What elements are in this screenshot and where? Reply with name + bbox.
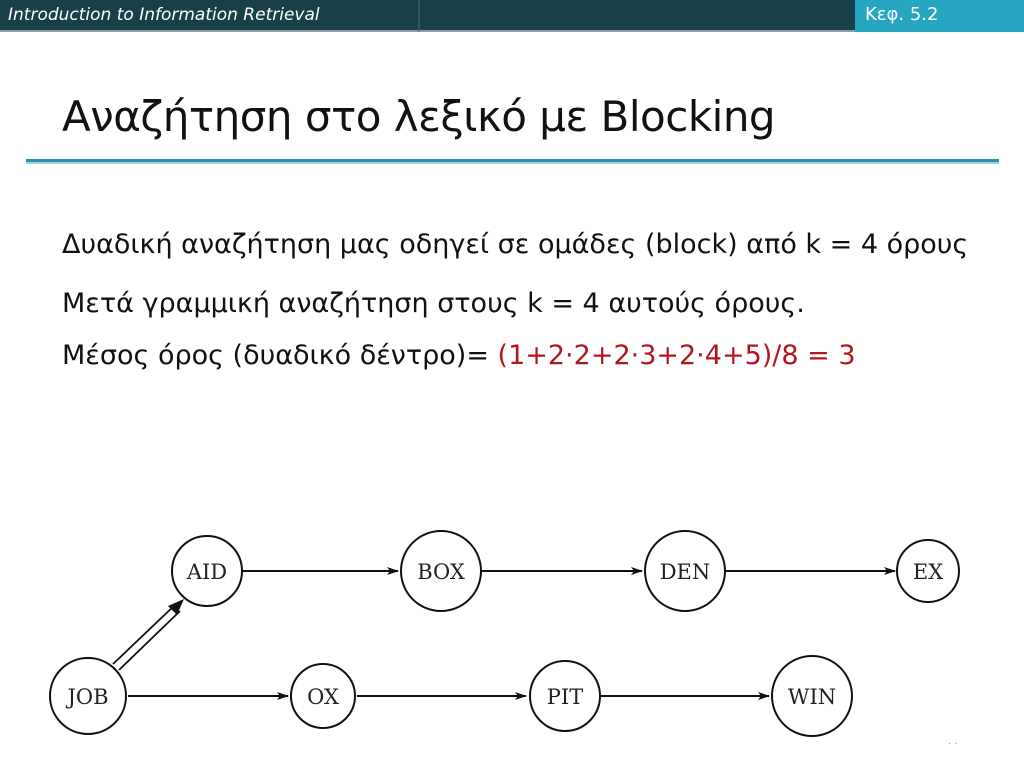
node-pit — [530, 661, 600, 731]
node-pit-label: PIT — [546, 685, 584, 709]
node-job-label: JOB — [67, 685, 109, 709]
node-den — [645, 531, 725, 611]
edge-job-aid-double — [113, 599, 184, 670]
header-course-section — [0, 0, 418, 32]
bullet-linear-search: Μετά γραμμική αναζήτηση στους k = 4 αυτούς όρους. — [62, 288, 805, 319]
average-label: Μέσος όρος (δυαδικό δέντρο)= — [62, 340, 498, 371]
title-divider — [26, 159, 999, 164]
chapter-label: Κεφ. 5.2 — [865, 4, 939, 25]
header-chapter-section — [855, 0, 1024, 32]
node-win — [772, 656, 852, 736]
slide-title: Αναζήτηση στο λεξικό με Blocking — [62, 92, 776, 141]
page-number: . . — [948, 736, 958, 747]
bullet-binary-search: Δυαδική αναζήτηση μας οδηγεί σε ομάδες (block) από k = 4 όρους — [62, 229, 969, 260]
node-win-label: WIN — [787, 685, 837, 709]
average-formula: (1+2·2+2·3+2·4+5)/8 = 3 — [497, 340, 856, 371]
node-box — [401, 531, 481, 611]
node-aid — [172, 536, 242, 606]
node-ox-label: OX — [307, 685, 339, 709]
blocking-diagram — [0, 500, 1024, 760]
slide-body — [62, 222, 982, 382]
header-spacer — [418, 0, 855, 32]
node-ex — [897, 540, 959, 602]
node-aid-label: AID — [186, 560, 228, 584]
node-box-label: BOX — [417, 560, 465, 584]
node-den-label: DEN — [659, 560, 711, 584]
course-title: Introduction to Information Retrieval — [8, 5, 320, 25]
node-ex-label: EX — [912, 560, 944, 584]
node-job — [50, 658, 126, 734]
bullet-average — [62, 330, 982, 382]
header-bar — [0, 0, 1024, 32]
node-ox — [291, 664, 355, 728]
